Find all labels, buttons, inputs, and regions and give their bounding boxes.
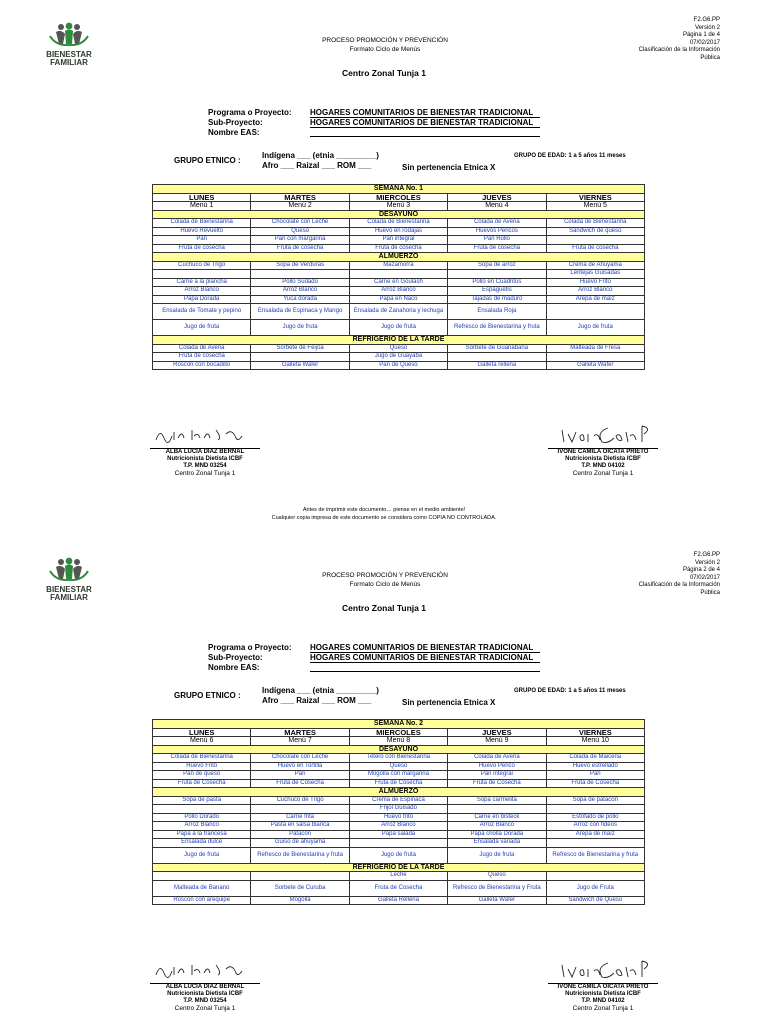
- breakfast-header: DESAYUNO: [153, 210, 645, 219]
- footnote-environment: Antes de imprimir este documento… piense en el medio ambiente!: [302, 507, 466, 513]
- day-row-cell: VIERNES: [546, 728, 644, 737]
- snack-row-cell: [251, 872, 349, 881]
- breakfast-row-cell: Colada de Avena: [448, 754, 546, 763]
- lunch-row-cell: Arroz Blanco: [153, 822, 251, 831]
- signer-tp-left: T.P. MND 03254: [183, 463, 227, 469]
- lunch-row-cell: Ensalada de Tomate y pepino: [153, 304, 251, 320]
- icbf-logo: [44, 22, 94, 67]
- doc-classification-value: Pública: [700, 589, 720, 596]
- snack-row-cell: Galleta Wafer: [251, 361, 349, 370]
- lunch-row-cell: Carne a la plancha: [153, 278, 251, 287]
- breakfast-row-cell: Colada de Avena: [448, 219, 546, 228]
- breakfast-row-cell: [546, 236, 644, 245]
- snack-row-cell: Refresco de Bienestarina y Fruta: [448, 880, 546, 896]
- snack-row-cell: Malteada de Fresa: [546, 344, 644, 353]
- breakfast-row-cell: Pan: [153, 236, 251, 245]
- lunch-row: [153, 278, 645, 287]
- lunch-row-cell: [251, 270, 349, 279]
- signature-block-right: [548, 983, 658, 1012]
- page-title: Centro Zonal Tunja 1: [342, 603, 426, 613]
- breakfast-row-cell: Huevo en rodajas: [349, 227, 447, 236]
- doc-classification: Clasificación de la Información: [638, 582, 720, 589]
- breakfast-row-cell: Pan con margarina: [251, 236, 349, 245]
- lunch-row-cell: Pollo Sudado: [251, 278, 349, 287]
- footnote-copy: Cualquier copia impresa de este documento se considera como COPIA NO CONTROLADA.: [271, 515, 497, 521]
- signer-tp-right: T.P. MND 04102: [581, 998, 625, 1004]
- icbf-logo: [44, 557, 94, 602]
- snack-row-cell: Galleta Rellena: [349, 896, 447, 905]
- lunch-row-cell: Arroz con fideos: [546, 822, 644, 831]
- snack-row-cell: Queso: [448, 872, 546, 881]
- breakfast-row-cell: Huevos Pericos: [448, 227, 546, 236]
- lunch-row-cell: Arroz Blanco: [349, 287, 447, 296]
- lunch-row-cell: Patacón: [251, 830, 349, 839]
- snack-row-cell: [153, 872, 251, 881]
- menu-number-row-cell: Menú 1: [153, 202, 251, 211]
- breakfast-row-cell: Mogolla con margarina: [349, 771, 447, 780]
- snack-row-cell: Queso: [349, 344, 447, 353]
- lunch-row-cell: Arepa de maíz: [546, 295, 644, 304]
- subproject-label: Sub-Proyecto:: [208, 653, 263, 662]
- snack-row: [153, 344, 645, 353]
- snack-row-cell: Sorbete de Guanábana: [448, 344, 546, 353]
- signer-office-left: Centro Zonal Tunja 1: [174, 1005, 236, 1012]
- eas-value: [310, 663, 540, 672]
- lunch-row-cell: Refresco de Bienestarina y fruta: [448, 320, 546, 336]
- lunch-row-cell: Jugo de fruta: [349, 320, 447, 336]
- signer-tp-left: T.P. MND 03254: [183, 998, 227, 1004]
- breakfast-row-cell: Fruta de Cosecha: [349, 779, 447, 788]
- snack-row: [153, 880, 645, 896]
- lunch-row: [153, 287, 645, 296]
- breakfast-row-cell: Fruta de cosecha: [546, 244, 644, 253]
- lunch-row-cell: [448, 805, 546, 814]
- lunch-row-cell: Arroz Blanco: [349, 822, 447, 831]
- lunch-row-cell: Pollo Dorado: [153, 813, 251, 822]
- lunch-row-cell: Crema de Espinaca: [349, 796, 447, 805]
- lunch-row-cell: Sopa de pasta: [153, 796, 251, 805]
- signer-name-left: ALBA LUCIA DIAZ BERNAL: [165, 449, 245, 455]
- signature-left: [152, 424, 262, 448]
- breakfast-row-cell: Huevo Revuelto: [153, 227, 251, 236]
- lunch-row-cell: [251, 805, 349, 814]
- snack-row-cell: Colada de Avena: [153, 344, 251, 353]
- menu-number-row: [153, 737, 645, 746]
- lunch-row-cell: Jugo de fruta: [153, 320, 251, 336]
- lunch-row-cell: Sopa de arroz: [448, 261, 546, 270]
- breakfast-row-cell: Colada de Bienestarina: [349, 219, 447, 228]
- breakfast-row-cell: Fruta de cosecha: [153, 244, 251, 253]
- signer-name-right: IVONE CAMILA OICATA PRIETO: [557, 449, 649, 455]
- breakfast-row-cell: Huevo Frito: [153, 762, 251, 771]
- snack-row-cell: Jugo de Guayaba: [349, 353, 447, 362]
- eas-label: Nombre EAS:: [208, 663, 260, 672]
- breakfast-row-cell: Huevo en Tortilla: [251, 762, 349, 771]
- lunch-row-cell: Pasta en salsa blanca: [251, 822, 349, 831]
- breakfast-header: DESAYUNO: [153, 745, 645, 754]
- day-row-cell: MARTES: [251, 193, 349, 202]
- lunch-row-cell: Sopa de Verduras: [251, 261, 349, 270]
- signer-office-left: Centro Zonal Tunja 1: [174, 470, 236, 477]
- snack-row-cell: Sandwich de Queso: [546, 896, 644, 905]
- lunch-row-cell: Cuchuco de Trigo: [153, 261, 251, 270]
- menu-number-row-cell: Menú 2: [251, 202, 349, 211]
- breakfast-row: [153, 236, 645, 245]
- format-title: Formato Ciclo de Menús: [349, 581, 421, 588]
- process-title: PROCESO PROMOCIÓN Y PREVENCIÓN: [322, 37, 448, 44]
- lunch-row-cell: Papa en Naco: [349, 295, 447, 304]
- doc-date: 07/02/2017: [689, 574, 720, 581]
- lunch-row-cell: Huevo Frito: [546, 278, 644, 287]
- breakfast-row-cell: Pan integral: [448, 771, 546, 780]
- program-label: Programa o Proyecto:: [208, 108, 292, 117]
- doc-classification: Clasificación de la Información: [638, 47, 720, 54]
- page-title: Centro Zonal Tunja 1: [342, 68, 426, 78]
- breakfast-row-cell: Queso: [349, 762, 447, 771]
- lunch-row-cell: Huevo frito: [349, 813, 447, 822]
- lunch-row: [153, 830, 645, 839]
- menu-number-row-cell: Menú 7: [251, 737, 349, 746]
- day-row: [153, 728, 645, 737]
- menu-table: [152, 184, 645, 370]
- snack-row: [153, 896, 645, 905]
- day-row-cell: MIERCOLES: [349, 193, 447, 202]
- brand-line1: BIENESTAR: [46, 50, 92, 59]
- snack-row-cell: Fruta de Cosecha: [349, 880, 447, 896]
- signer-role-right: Nutricionista Dietista ICBF: [565, 991, 641, 997]
- lunch-row-cell: [349, 270, 447, 279]
- lunch-row-cell: Ensalada dulce: [153, 839, 251, 848]
- day-row-cell: JUEVES: [448, 728, 546, 737]
- lunch-row-cell: Jugo de fruta: [153, 847, 251, 863]
- day-row: [153, 193, 645, 202]
- snack-row-cell: Galleta rellena: [448, 361, 546, 370]
- snack-row-cell: [546, 872, 644, 881]
- breakfast-row: [153, 771, 645, 780]
- snack-header: REFRIGERIO DE LA TARDE: [153, 863, 645, 872]
- lunch-row-cell: Carne frita: [251, 813, 349, 822]
- breakfast-row-cell: Fruta de cosecha: [448, 244, 546, 253]
- signature-block-left: [150, 448, 260, 477]
- ethnic-group-label: GRUPO ETNICO :: [174, 156, 241, 165]
- ethnic-afro: Afro ___ Raizal ___ ROM ___: [262, 696, 372, 705]
- breakfast-row-cell: Fruta de cosecha: [349, 244, 447, 253]
- lunch-row-cell: Arroz Blanco: [153, 287, 251, 296]
- lunch-header: ALMUERZO: [153, 253, 645, 262]
- snack-row-cell: Pan de Queso: [349, 361, 447, 370]
- lunch-row-cell: Refresco de Bienestarina y fruta: [251, 847, 349, 863]
- process-title: PROCESO PROMOCIÓN Y PREVENCIÓN: [322, 572, 448, 579]
- program-block: [208, 643, 540, 672]
- lunch-row: [153, 796, 645, 805]
- lunch-row-cell: Arepa de maíz: [546, 830, 644, 839]
- signer-role-left: Nutricionista Dietista ICBF: [167, 991, 243, 997]
- lunch-row-cell: [153, 805, 251, 814]
- breakfast-row-cell: Colada de Bienestarina: [546, 219, 644, 228]
- breakfast-row-cell: Fruta de cosecha: [251, 244, 349, 253]
- day-row-cell: JUEVES: [448, 193, 546, 202]
- snack-row-cell: Malteada de Banano: [153, 880, 251, 896]
- breakfast-row-cell: Fruta de Cosecha: [448, 779, 546, 788]
- breakfast-row-cell: Queso: [251, 227, 349, 236]
- breakfast-row-cell: Colada de Bienestarina: [153, 219, 251, 228]
- family-logo-icon: [44, 557, 94, 581]
- snack-row-cell: Mogolla: [251, 896, 349, 905]
- breakfast-row-cell: Fruta de Cosecha: [251, 779, 349, 788]
- lunch-row-cell: Tajadas de maduro: [448, 295, 546, 304]
- no-ethnicity: Sin pertenencia Etnica X: [402, 163, 496, 172]
- snack-row-cell: [546, 353, 644, 362]
- doc-page: Página 2 de 4: [682, 567, 720, 574]
- snack-row-cell: Roscón con bocadillo: [153, 361, 251, 370]
- lunch-row-cell: Arroz Blanco: [251, 287, 349, 296]
- lunch-row-cell: [448, 270, 546, 279]
- page-2: [0, 535, 768, 1024]
- breakfast-row: [153, 227, 645, 236]
- lunch-row-cell: Carne en Goulash: [349, 278, 447, 287]
- snack-header: REFRIGERIO DE LA TARDE: [153, 336, 645, 345]
- lunch-row-cell: Crema de Ahuyama: [546, 261, 644, 270]
- signature-right: [558, 422, 658, 448]
- signer-name-right: IVONE CAMILA OICATA PRIETO: [557, 984, 649, 990]
- week-header: SEMANA No. 1: [153, 185, 645, 194]
- program-block: [208, 108, 540, 137]
- lunch-row: [153, 270, 645, 279]
- breakfast-row: [153, 779, 645, 788]
- signer-office-right: Centro Zonal Tunja 1: [572, 470, 634, 477]
- breakfast-row-cell: Huevo estrellado: [546, 762, 644, 771]
- lunch-row-cell: Papa criolla Dorada: [448, 830, 546, 839]
- breakfast-row: [153, 762, 645, 771]
- doc-classification-value: Pública: [700, 54, 720, 61]
- breakfast-row-cell: Pan integral: [349, 236, 447, 245]
- eas-value: [310, 128, 540, 137]
- day-row-cell: LUNES: [153, 728, 251, 737]
- program-value: HOGARES COMUNITARIOS DE BIENESTAR TRADICIONAL: [310, 108, 540, 118]
- signature-left: [152, 959, 262, 983]
- signer-tp-right: T.P. MND 04102: [581, 463, 625, 469]
- ethnic-group-label: GRUPO ETNICO :: [174, 691, 241, 700]
- snack-row-cell: Galleta Wafer: [546, 361, 644, 370]
- breakfast-row-cell: Sandwich de queso: [546, 227, 644, 236]
- family-logo-icon: [44, 22, 94, 46]
- lunch-row-cell: Yuca dorada: [251, 295, 349, 304]
- breakfast-row: [153, 754, 645, 763]
- program-value: HOGARES COMUNITARIOS DE BIENESTAR TRADICIONAL: [310, 643, 540, 653]
- lunch-row-cell: Pollo en Cuadritos: [448, 278, 546, 287]
- snack-row-cell: Roscón con arequipe: [153, 896, 251, 905]
- lunch-row: [153, 304, 645, 320]
- lunch-row: [153, 320, 645, 336]
- lunch-row-cell: Refresco de Bienestarina y fruta: [546, 847, 644, 863]
- subproject-value: HOGARES COMUNITARIOS DE BIENESTAR TRADICIONAL: [310, 653, 540, 663]
- lunch-row: [153, 839, 645, 848]
- lunch-row-cell: [546, 805, 644, 814]
- ethnic-indigena: Indígena ___ (etnia _________): [262, 686, 379, 695]
- ethnic-afro: Afro ___ Raizal ___ ROM ___: [262, 161, 372, 170]
- ethnic-indigena: Indígena ___ (etnia _________): [262, 151, 379, 160]
- breakfast-row-cell: Huevo Perico: [448, 762, 546, 771]
- lunch-row-cell: Mazamorra: [349, 261, 447, 270]
- lunch-row-cell: Papa salada: [349, 830, 447, 839]
- snack-row-cell: Jugo de Fruta: [546, 880, 644, 896]
- signature-right: [558, 957, 658, 983]
- breakfast-row-cell: Colada de Maicena: [546, 754, 644, 763]
- brand-line2: FAMILIAR: [50, 58, 88, 67]
- menu-number-row-cell: Menú 3: [349, 202, 447, 211]
- subproject-value: HOGARES COMUNITARIOS DE BIENESTAR TRADICIONAL: [310, 118, 540, 128]
- lunch-row-cell: Frijol Guisado: [349, 805, 447, 814]
- breakfast-row-cell: Fruta de Cosecha: [546, 779, 644, 788]
- lunch-row-cell: Arroz Blanco: [546, 287, 644, 296]
- signature-block-left: [150, 983, 260, 1012]
- snack-row: [153, 361, 645, 370]
- lunch-row-cell: Estofado de pollo: [546, 813, 644, 822]
- lunch-row-cell: Cuchuco de Trigo: [251, 796, 349, 805]
- breakfast-row-cell: Pan: [546, 771, 644, 780]
- signature-block-right: [548, 448, 658, 477]
- week-header: SEMANA No. 2: [153, 720, 645, 729]
- snack-row: [153, 872, 645, 881]
- lunch-row: [153, 813, 645, 822]
- subproject-label: Sub-Proyecto:: [208, 118, 263, 127]
- breakfast-row-cell: Pan Rollo: [448, 236, 546, 245]
- signer-role-right: Nutricionista Dietista ICBF: [565, 456, 641, 462]
- lunch-row-cell: Jugo de fruta: [546, 320, 644, 336]
- breakfast-row-cell: Pan: [251, 771, 349, 780]
- lunch-row-cell: Ensalada de Zanahoria y lechuga: [349, 304, 447, 320]
- eas-label: Nombre EAS:: [208, 128, 260, 137]
- age-group: GRUPO DE EDAD: 1 a 5 años 11 meses: [514, 153, 626, 159]
- lunch-row-cell: [546, 304, 644, 320]
- doc-code: F2.G6.PP: [693, 17, 720, 23]
- lunch-row-cell: Guiso de ahuyama: [251, 839, 349, 848]
- lunch-row-cell: [546, 839, 644, 848]
- lunch-row-cell: Sopa carmelita: [448, 796, 546, 805]
- lunch-row-cell: Sopa de patacón: [546, 796, 644, 805]
- lunch-row-cell: Carne en bisteck: [448, 813, 546, 822]
- lunch-row-cell: Papa a la francesa: [153, 830, 251, 839]
- snack-row-cell: Sorbete de Curuba: [251, 880, 349, 896]
- menu-number-row-cell: Menú 9: [448, 737, 546, 746]
- lunch-row-cell: Jugo de fruta: [349, 847, 447, 863]
- menu-number-row-cell: Menú 10: [546, 737, 644, 746]
- snack-row-cell: Galleta Wafer: [448, 896, 546, 905]
- menu-number-row-cell: Menú 5: [546, 202, 644, 211]
- lunch-row: [153, 261, 645, 270]
- footnote: [0, 506, 768, 522]
- menu-number-row-cell: Menú 6: [153, 737, 251, 746]
- snack-row-cell: [448, 353, 546, 362]
- no-ethnicity: Sin pertenencia Etnica X: [402, 698, 496, 707]
- lunch-header: ALMUERZO: [153, 788, 645, 797]
- snack-row-cell: Leche: [349, 872, 447, 881]
- signer-name-left: ALBA LUCIA DIAZ BERNAL: [165, 984, 245, 990]
- brand-line2: FAMILIAR: [50, 593, 88, 602]
- program-label: Programa o Proyecto:: [208, 643, 292, 652]
- breakfast-row-cell: Chocolate con Leche: [251, 754, 349, 763]
- lunch-row-cell: Jugo de fruta: [251, 320, 349, 336]
- breakfast-row-cell: Colada de Bienestarina: [153, 754, 251, 763]
- breakfast-row-cell: Pan de queso: [153, 771, 251, 780]
- signer-role-left: Nutricionista Dietista ICBF: [167, 456, 243, 462]
- doc-page: Página 1 de 4: [682, 32, 720, 39]
- day-row-cell: MIERCOLES: [349, 728, 447, 737]
- snack-row-cell: Sorbete de Feijoa: [251, 344, 349, 353]
- lunch-row: [153, 822, 645, 831]
- lunch-row-cell: Ensalada variada: [448, 839, 546, 848]
- brand-line1: BIENESTAR: [46, 585, 92, 594]
- lunch-row-cell: Lentejas Guisadas: [546, 270, 644, 279]
- snack-row: [153, 353, 645, 362]
- day-row-cell: MARTES: [251, 728, 349, 737]
- lunch-row-cell: Jugo de fruta: [448, 847, 546, 863]
- menu-table: [152, 719, 645, 905]
- menu-number-row-cell: Menú 8: [349, 737, 447, 746]
- lunch-row-cell: [349, 839, 447, 848]
- breakfast-row-cell: Tetero con Bienestarina: [349, 754, 447, 763]
- age-group: GRUPO DE EDAD: 1 a 5 años 11 meses: [514, 688, 626, 694]
- lunch-row-cell: Ensalada Roja: [448, 304, 546, 320]
- doc-version: Versión 2: [694, 24, 720, 31]
- snack-row-cell: [251, 353, 349, 362]
- lunch-row-cell: [153, 270, 251, 279]
- lunch-row-cell: Espaguetis: [448, 287, 546, 296]
- breakfast-row-cell: Fruta de Cosecha: [153, 779, 251, 788]
- doc-code: F2.G6.PP: [693, 552, 720, 558]
- format-title: Formato Ciclo de Menús: [349, 46, 421, 53]
- day-row-cell: VIERNES: [546, 193, 644, 202]
- lunch-row: [153, 295, 645, 304]
- doc-version: Versión 2: [694, 559, 720, 566]
- menu-number-row-cell: Menú 4: [448, 202, 546, 211]
- snack-row-cell: Fruta de cosecha: [153, 353, 251, 362]
- lunch-row: [153, 805, 645, 814]
- lunch-row-cell: Papa Dorada: [153, 295, 251, 304]
- breakfast-row-cell: Chocolate con Leche: [251, 219, 349, 228]
- breakfast-row: [153, 244, 645, 253]
- lunch-row: [153, 847, 645, 863]
- breakfast-row: [153, 219, 645, 228]
- lunch-row-cell: Arroz Blanco: [448, 822, 546, 831]
- day-row-cell: LUNES: [153, 193, 251, 202]
- doc-date: 07/02/2017: [689, 39, 720, 46]
- signer-office-right: Centro Zonal Tunja 1: [572, 1005, 634, 1012]
- lunch-row-cell: Ensalada de Espinaca y Mango: [251, 304, 349, 320]
- menu-number-row: [153, 202, 645, 211]
